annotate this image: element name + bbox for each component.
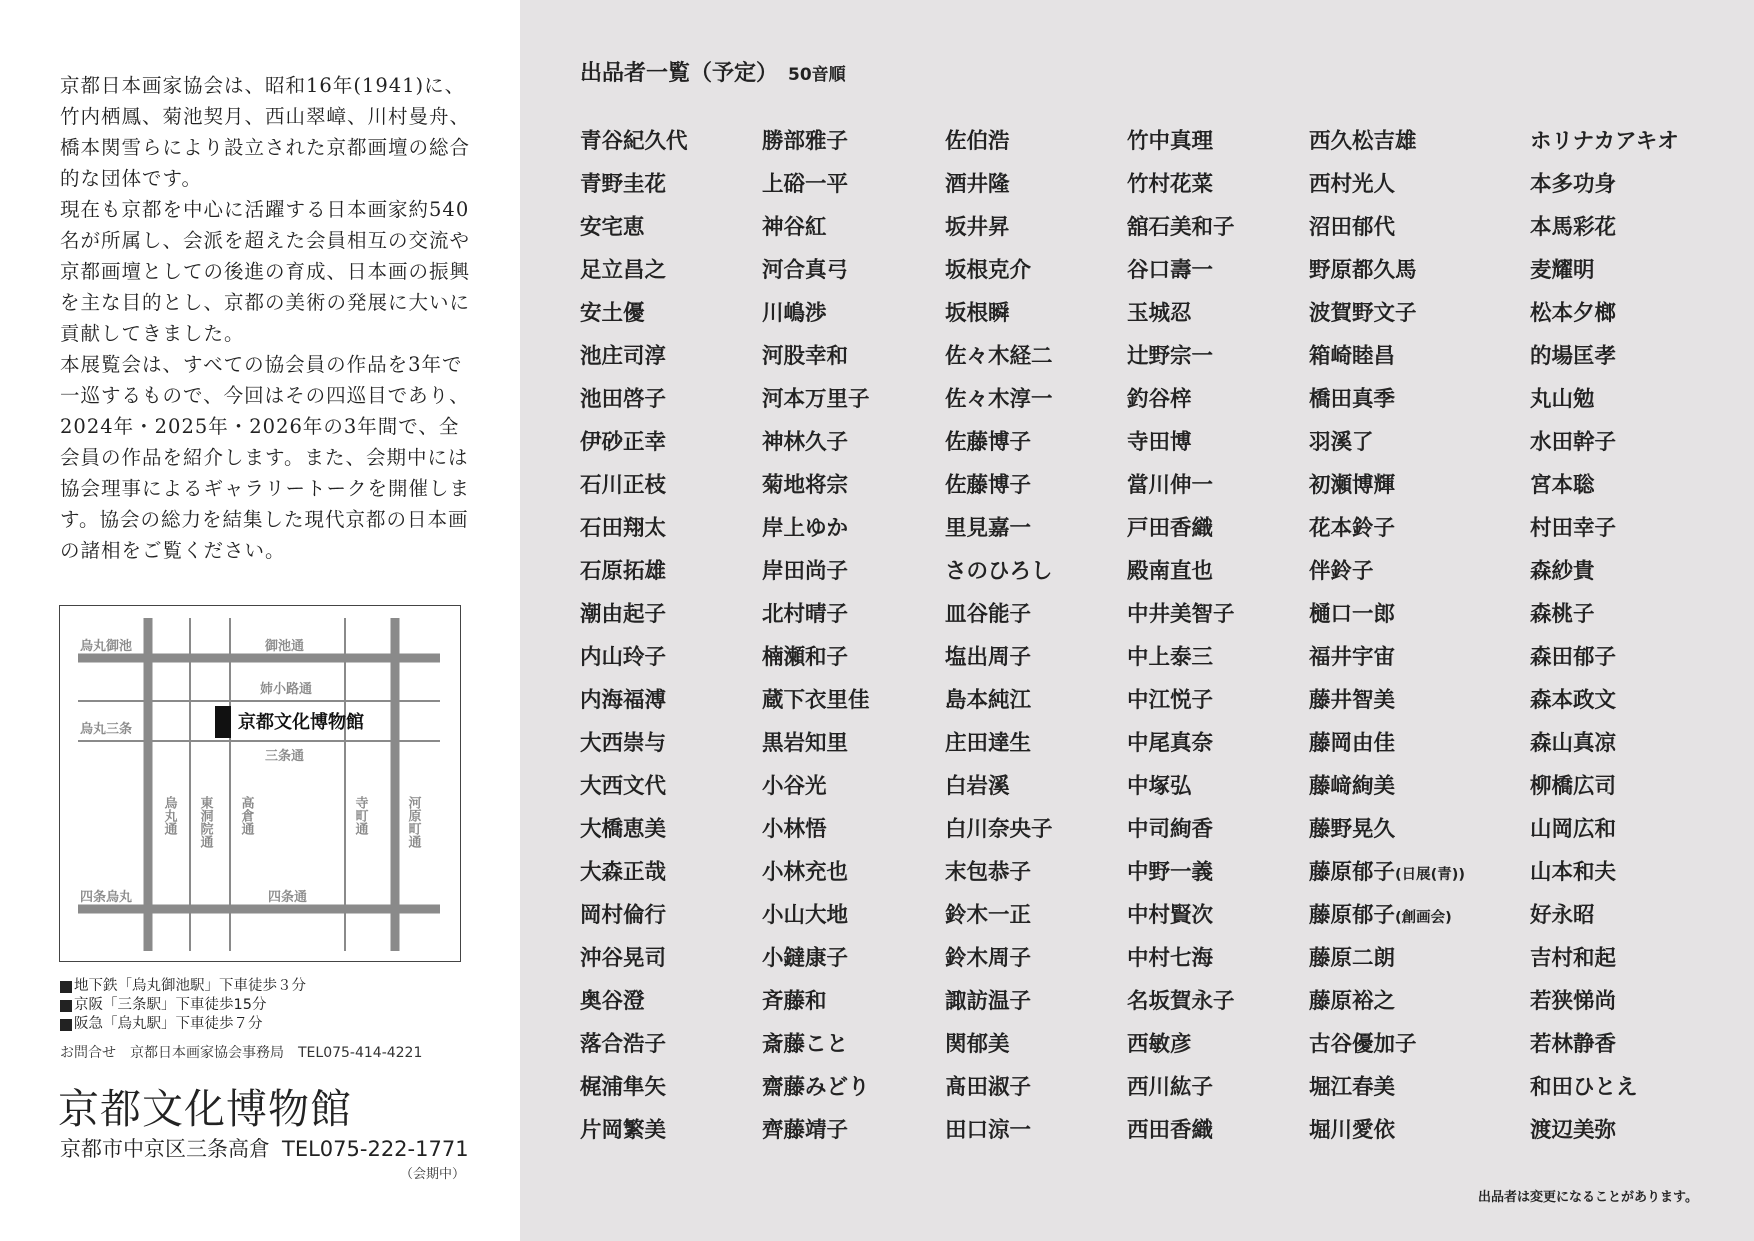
exhibitor-name: 西村光人 — [1309, 172, 1396, 197]
exhibitor-name: 藤原二朗 — [1309, 946, 1396, 971]
exhibitor-name: 舘石美和子 — [1127, 215, 1235, 240]
exhibitor-name: 古谷優加子 — [1309, 1032, 1417, 1057]
exhibitor-name: 齊藤靖子 — [762, 1118, 849, 1143]
exhibitor-name: 石川正枝 — [580, 473, 667, 498]
exhibitor-name: 殿南直也 — [1127, 559, 1214, 584]
access-text: 地下鉄「烏丸御池駅」下車徒歩３分 — [74, 978, 306, 994]
exhibitor-name: 石田翔太 — [580, 516, 667, 541]
exhibitor-name: 大森正哉 — [580, 860, 667, 885]
exhibitor-name: 藤井智美 — [1309, 688, 1396, 713]
exhibitor-column — [762, 120, 870, 1152]
exhibitor-name: 鈴木周子 — [945, 946, 1032, 971]
exhibitor-name: 釣谷梓 — [1127, 387, 1192, 412]
exhibitor-name: 和田ひとえ — [1530, 1075, 1638, 1100]
exhibitor-name: 中井美智子 — [1127, 602, 1235, 627]
exhibitor-name: 川嶋渉 — [762, 301, 827, 326]
exhibitor-column — [1309, 120, 1465, 1152]
map-label-sanjo-dori: 三条通 — [265, 749, 305, 764]
exhibitor-name: 石原拓雄 — [580, 559, 667, 584]
contact-tel: TEL075-414-4221 — [298, 1045, 423, 1061]
exhibitor-column — [1530, 120, 1679, 1152]
exhibitor-name: 波賀野文子 — [1309, 301, 1417, 326]
exhibitor-name: 樋口一郎 — [1309, 602, 1396, 627]
bullet-square-icon — [60, 1000, 72, 1012]
exhibitor-name: 森田郁子 — [1530, 645, 1617, 670]
venue-name: 京都文化博物館 — [58, 1085, 352, 1133]
exhibitor-name: 潮由起子 — [580, 602, 667, 627]
exhibitor-name: 北村晴子 — [762, 602, 849, 627]
exhibitor-name: 奥谷澄 — [580, 989, 645, 1014]
bullet-square-icon — [60, 981, 72, 993]
exhibitor-name: 伊砂正幸 — [580, 430, 667, 455]
exhibitor-name: 森山真凉 — [1530, 731, 1617, 756]
exhibitor-name: 末包恭子 — [945, 860, 1032, 885]
left-panel — [0, 0, 520, 1241]
exhibitor-name: 沼田郁代 — [1309, 215, 1396, 240]
exhibitor-name: 坂井昇 — [945, 215, 1010, 240]
exhibitor-name: 梶浦隼矢 — [580, 1075, 667, 1100]
exhibitor-name: 河合真弓 — [762, 258, 849, 283]
exhibitor-name: 神谷紅 — [762, 215, 827, 240]
exhibitor-name: 鈴木一正 — [945, 903, 1032, 928]
exhibitor-name: 酒井隆 — [945, 172, 1010, 197]
exhibitor-name: 藤岡由佳 — [1309, 731, 1396, 756]
exhibitor-name: 黒岩知里 — [762, 731, 849, 756]
exhibitor-name: 西久松吉雄 — [1309, 129, 1417, 154]
exhibitor-name: 庄田達生 — [945, 731, 1032, 756]
venue-tel: TEL075-222-1771 — [282, 1137, 469, 1161]
exhibitor-name: 本多功身 — [1530, 172, 1617, 197]
exhibitor-name: 髙田淑子 — [945, 1075, 1032, 1100]
exhibitor-name: 當川伸一 — [1127, 473, 1214, 498]
exhibitor-name: 青野圭花 — [580, 172, 667, 197]
exhibitor-name: 伴鈴子 — [1309, 559, 1374, 584]
exhibitor-name: 池田啓子 — [580, 387, 667, 412]
exhibitor-name: 関郁美 — [945, 1032, 1010, 1057]
exhibitor-name: 中野一義 — [1127, 860, 1214, 885]
exhibitor-name: 里見嘉一 — [945, 516, 1032, 541]
exhibitor-name: 堀江春美 — [1309, 1075, 1396, 1100]
map-label-shijo-karasuma: 四条烏丸 — [80, 890, 133, 905]
exhibitor-name: 片岡繁美 — [580, 1118, 667, 1143]
map-label-teramachi-dori: 寺町通 — [352, 796, 368, 835]
exhibitor-name: 箱崎睦昌 — [1309, 344, 1396, 369]
map-label-aneyakoji-dori: 姉小路通 — [260, 682, 313, 697]
exhibitor-name: 森紗貴 — [1530, 559, 1595, 584]
exhibitor-name: 中江悦子 — [1127, 688, 1214, 713]
contact-line — [60, 1042, 422, 1062]
exhibitor-name: 白川奈央子 — [945, 817, 1053, 842]
exhibitor-name: 中上泰三 — [1127, 645, 1214, 670]
exhibitor-name: 沖谷晃司 — [580, 946, 667, 971]
exhibitor-name: 白岩溪 — [945, 774, 1010, 799]
exhibitor-name: 佐藤博子 — [945, 430, 1032, 455]
exhibitor-name: 足立昌之 — [580, 258, 667, 283]
map-label-takakura-dori: 高倉通 — [238, 796, 254, 835]
exhibitors-heading — [580, 56, 846, 87]
contact-org: 京都日本画家協会事務局 — [130, 1045, 284, 1061]
exhibitor-name: さのひろし — [945, 559, 1053, 584]
exhibitor-name: 麦耀明 — [1530, 258, 1595, 283]
exhibitor-name: 青谷紀久代 — [580, 129, 688, 154]
exhibitor-name: 西田香織 — [1127, 1118, 1214, 1143]
exhibitor-name: 堀川愛依 — [1309, 1118, 1396, 1143]
exhibitor-name: 岡村倫行 — [580, 903, 667, 928]
exhibitor-name: 渡辺美弥 — [1530, 1118, 1617, 1143]
exhibitor-name: 諏訪温子 — [945, 989, 1032, 1014]
exhibitor-name: ホリナカアキオ — [1530, 129, 1679, 154]
exhibitor-name: 福井宇宙 — [1309, 645, 1396, 670]
exhibitor-name: 松本夕榔 — [1530, 301, 1617, 326]
exhibitor-name: 野原都久馬 — [1309, 258, 1417, 283]
exhibitor-name: 皿谷能子 — [945, 602, 1032, 627]
venue-address-line — [60, 1133, 469, 1163]
exhibitor-name: 藤原郁子(創画会) — [1309, 903, 1452, 928]
access-item — [60, 977, 306, 996]
venue-address: 京都市中京区三条高倉 — [60, 1137, 270, 1161]
museum-marker — [215, 706, 231, 738]
exhibitor-name: 斉藤和 — [762, 989, 827, 1014]
exhibitor-name: 寺田博 — [1127, 430, 1192, 455]
exhibitor-name: 蔵下衣里佳 — [762, 688, 870, 713]
exhibitor-name: 安宅恵 — [580, 215, 645, 240]
exhibitor-column — [580, 120, 688, 1152]
map-label-karasuma-oike: 烏丸御池 — [80, 639, 133, 654]
exhibitor-name: 竹中真理 — [1127, 129, 1214, 154]
exhibitor-name: 山本和夫 — [1530, 860, 1617, 885]
exhibitor-name: 齋藤みどり — [762, 1075, 870, 1100]
map-label-shijo-dori: 四条通 — [268, 890, 308, 905]
exhibitor-name: 中村七海 — [1127, 946, 1214, 971]
exhibitor-name: 小林悟 — [762, 817, 827, 842]
exhibitor-name: 若林静香 — [1530, 1032, 1617, 1057]
contact-label: お問合せ — [60, 1045, 116, 1061]
exhibitor-name: 坂根克介 — [945, 258, 1032, 283]
exhibitor-name: 藤﨑絢美 — [1309, 774, 1396, 799]
exhibitor-name: 辻野宗一 — [1127, 344, 1214, 369]
intro-paragraph: 京都日本画家協会は、昭和16年(1941)に、竹内栖鳳、菊池契月、西山翠嶂、川村曼舟、橋本関雪らにより設立された京都画壇の総合的な団体です。 — [60, 74, 471, 190]
exhibitor-name: 吉村和起 — [1530, 946, 1617, 971]
exhibitor-name: 橋田真季 — [1309, 387, 1396, 412]
exhibitor-name: 初瀬博輝 — [1309, 473, 1396, 498]
exhibitor-name: 村田幸子 — [1530, 516, 1617, 541]
venue-tel-note: （会期中） — [400, 1167, 466, 1182]
exhibitor-name: 中司絢香 — [1127, 817, 1214, 842]
map-label-museum: 京都文化博物館 — [238, 712, 364, 733]
map-label-oike-dori: 御池通 — [265, 639, 305, 654]
exhibitor-name: 塩出周子 — [945, 645, 1032, 670]
exhibitor-name: 藤野晃久 — [1309, 817, 1396, 842]
exhibitor-name: 楠瀬和子 — [762, 645, 849, 670]
exhibitor-name: 藤原郁子(日展(青)) — [1309, 860, 1466, 885]
intro-paragraph: 本展覧会は、すべての協会員の作品を3年で一巡するもので、今回はその四巡目であり、2024年・2025年・2026年の3年間で、全会員の作品を紹介します。また、会期中には協会理事によるギャラリートークを開催します。協会の総力を結集した現代京都の日本画の諸相をご覧ください。 — [60, 353, 471, 562]
exhibitor-name: 佐々木淳一 — [945, 387, 1053, 412]
exhibitor-name: 坂根瞬 — [945, 301, 1010, 326]
exhibitor-name: 岸上ゆか — [762, 516, 849, 541]
exhibitor-name: 藤原裕之 — [1309, 989, 1396, 1014]
exhibitors-panel — [520, 0, 1754, 1241]
access-list — [60, 977, 306, 1034]
exhibitor-name: 柳橋広司 — [1530, 774, 1617, 799]
exhibitor-name: 池庄司淳 — [580, 344, 667, 369]
exhibitor-name: 丸山勉 — [1530, 387, 1595, 412]
exhibitors-disclaimer: 出品者は変更になることがあります。 — [1478, 1190, 1698, 1205]
exhibitor-name: 佐伯浩 — [945, 129, 1010, 154]
exhibitor-name: 的場匡孝 — [1530, 344, 1617, 369]
map-label-karasuma-dori: 烏丸通 — [161, 796, 177, 835]
exhibitor-name: 羽溪了 — [1309, 430, 1374, 455]
bullet-square-icon — [60, 1019, 72, 1031]
exhibitor-name: 名坂賀永子 — [1127, 989, 1235, 1014]
exhibitor-name: 勝部雅子 — [762, 129, 849, 154]
exhibitor-name: 水田幹子 — [1530, 430, 1617, 455]
access-text: 阪急「烏丸駅」下車徒歩７分 — [74, 1016, 263, 1032]
map-label-kawaramachi-dori: 河原町通 — [405, 796, 421, 848]
access-item — [60, 1015, 306, 1034]
access-text: 京阪「三条駅」下車徒歩15分 — [74, 997, 267, 1013]
exhibitor-name: 中尾真奈 — [1127, 731, 1214, 756]
exhibitor-name: 花本鈴子 — [1309, 516, 1396, 541]
exhibitor-name: 西敏彦 — [1127, 1032, 1192, 1057]
intro-paragraph: 現在も京都を中心に活躍する日本画家約540名が所属し、会派を超えた会員相互の交流や京都画壇としての後進の育成、日本画の振興を主な目的とし、京都の美術の発展に大いに貢献してきました。 — [60, 198, 471, 345]
exhibitor-name: 大西崇与 — [580, 731, 667, 756]
exhibitor-name: 小山大地 — [762, 903, 849, 928]
exhibitor-name: 落合浩子 — [580, 1032, 667, 1057]
exhibitor-column — [1127, 120, 1235, 1152]
exhibitor-name: 内海福溥 — [580, 688, 667, 713]
exhibitor-column — [945, 120, 1053, 1152]
map-label-higashinotoin-dori: 東洞院通 — [197, 796, 213, 848]
exhibitor-name: 斎藤こと — [762, 1032, 849, 1057]
access-item — [60, 996, 306, 1015]
exhibitor-name: 本馬彩花 — [1530, 215, 1617, 240]
exhibitor-name: 山岡広和 — [1530, 817, 1617, 842]
exhibitor-name: 若狭悌尚 — [1530, 989, 1617, 1014]
exhibitor-name: 小鐽康子 — [762, 946, 849, 971]
exhibitor-name: 河本万里子 — [762, 387, 870, 412]
exhibitor-name: 竹村花菜 — [1127, 172, 1214, 197]
exhibitor-name: 上硲一平 — [762, 172, 849, 197]
exhibitor-name: 西川紘子 — [1127, 1075, 1214, 1100]
exhibitor-name: 宮本聡 — [1530, 473, 1595, 498]
exhibitor-name: 岸田尚子 — [762, 559, 849, 584]
exhibitor-name: 島本純江 — [945, 688, 1032, 713]
exhibitor-name: 森本政文 — [1530, 688, 1617, 713]
exhibitor-name: 谷口壽一 — [1127, 258, 1214, 283]
exhibitor-name: 佐藤博子 — [945, 473, 1032, 498]
exhibitors-order-note: 50音順 — [788, 65, 846, 85]
exhibitor-name: 森桃子 — [1530, 602, 1595, 627]
intro-text — [60, 70, 470, 566]
exhibitor-name: 菊地将宗 — [762, 473, 849, 498]
exhibitor-name: 大西文代 — [580, 774, 667, 799]
exhibitor-name: 大橋恵美 — [580, 817, 667, 842]
map-label-karasuma-sanjo: 烏丸三条 — [80, 722, 133, 737]
exhibitor-name: 中村賢次 — [1127, 903, 1214, 928]
exhibitor-name: 小谷光 — [762, 774, 827, 799]
exhibitor-name: 田口涼一 — [945, 1118, 1032, 1143]
exhibitor-name: 好永昭 — [1530, 903, 1595, 928]
exhibitors-title: 出品者一覧（予定） — [580, 61, 779, 86]
exhibitor-name: 中塚弘 — [1127, 774, 1192, 799]
access-map — [59, 605, 461, 962]
exhibitor-name: 戸田香織 — [1127, 516, 1214, 541]
exhibitor-name: 玉城忍 — [1127, 301, 1192, 326]
exhibitor-name: 神林久子 — [762, 430, 849, 455]
exhibitor-name: 河股幸和 — [762, 344, 849, 369]
exhibitor-name: 安土優 — [580, 301, 645, 326]
exhibitor-name: 佐々木経二 — [945, 344, 1053, 369]
exhibitor-name: 小林充也 — [762, 860, 849, 885]
exhibitor-name: 内山玲子 — [580, 645, 667, 670]
